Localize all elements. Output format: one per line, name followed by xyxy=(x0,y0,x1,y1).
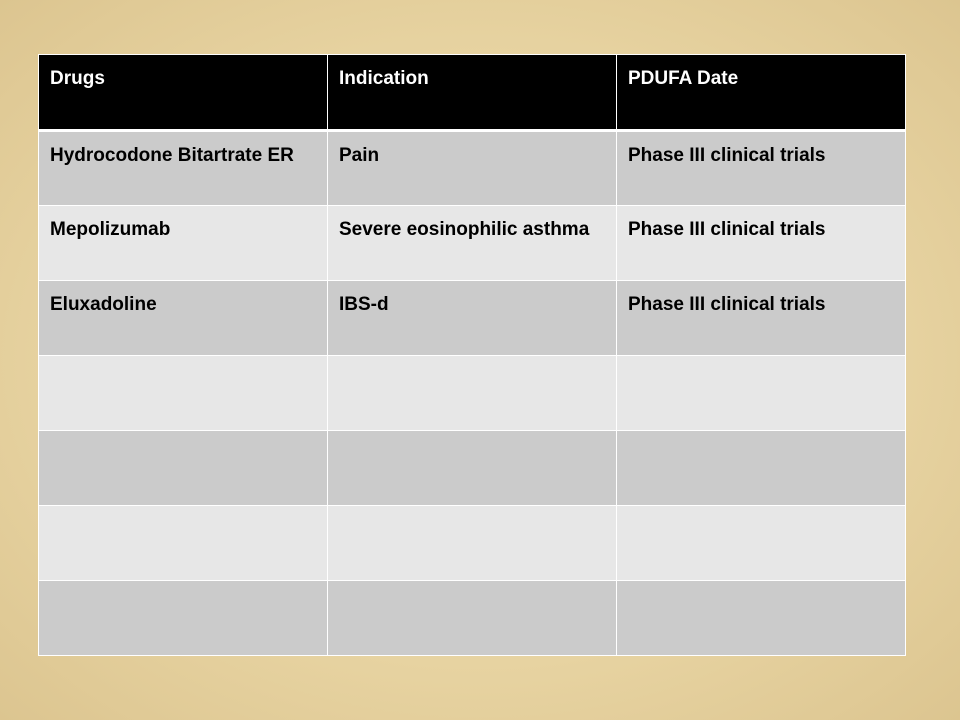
table-row xyxy=(39,131,906,206)
cell-drug: Eluxadoline xyxy=(39,281,328,356)
cell-indication: Pain xyxy=(328,131,617,206)
table-row xyxy=(39,206,906,281)
cell-pdufa-date: Phase III clinical trials xyxy=(617,206,906,281)
cell-pdufa-date xyxy=(617,431,906,506)
header-indication: Indication xyxy=(328,55,617,131)
cell-indication: Severe eosinophilic asthma xyxy=(328,206,617,281)
drug-pipeline-table xyxy=(38,54,906,656)
cell-pdufa-date xyxy=(617,581,906,656)
table-row xyxy=(39,506,906,581)
header-drugs: Drugs xyxy=(39,55,328,131)
cell-pdufa-date: Phase III clinical trials xyxy=(617,131,906,206)
cell-drug xyxy=(39,581,328,656)
cell-pdufa-date xyxy=(617,356,906,431)
table-row xyxy=(39,281,906,356)
cell-indication xyxy=(328,431,617,506)
header-row xyxy=(39,55,906,131)
cell-indication xyxy=(328,581,617,656)
table-row xyxy=(39,431,906,506)
table-header xyxy=(39,55,906,131)
header-pdufa-date: PDUFA Date xyxy=(617,55,906,131)
table-row xyxy=(39,356,906,431)
cell-indication: IBS-d xyxy=(328,281,617,356)
cell-drug: Hydrocodone Bitartrate ER xyxy=(39,131,328,206)
cell-pdufa-date: Phase III clinical trials xyxy=(617,281,906,356)
cell-indication xyxy=(328,506,617,581)
cell-drug: Mepolizumab xyxy=(39,206,328,281)
cell-drug xyxy=(39,506,328,581)
table-row xyxy=(39,581,906,656)
cell-drug xyxy=(39,356,328,431)
cell-pdufa-date xyxy=(617,506,906,581)
cell-indication xyxy=(328,356,617,431)
cell-drug xyxy=(39,431,328,506)
table-body xyxy=(39,131,906,656)
